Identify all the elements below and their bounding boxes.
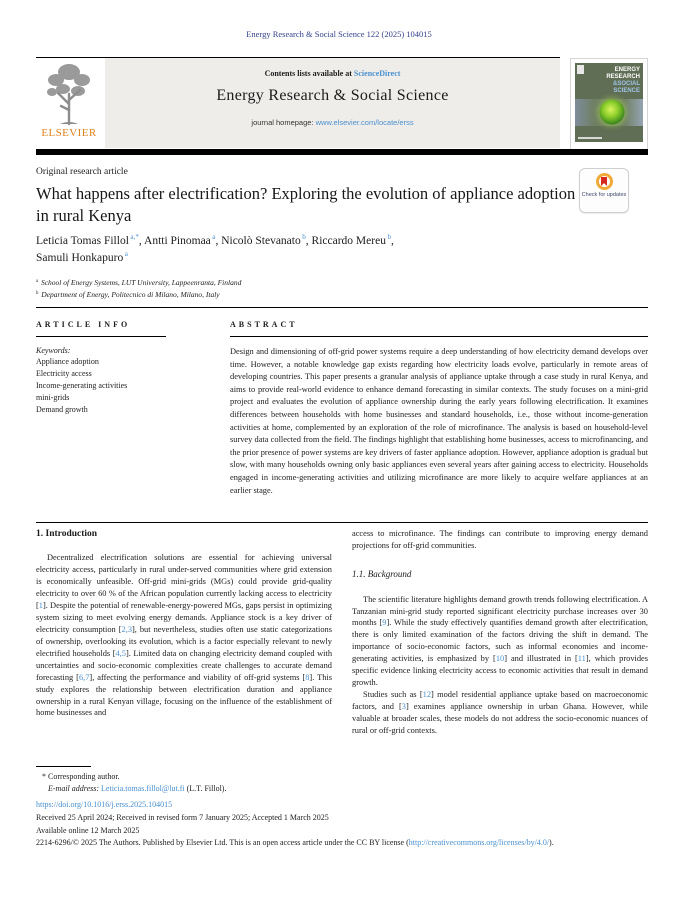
inline-link[interactable]: http://creativecommons.org/licenses/by/4.0/ [408,838,550,848]
affiliation-1: $^a$ School of Energy Systems, LUT University, Lappeenranta, Finland [36,278,242,287]
journal-citation: Energy Research & Social Science 122 (2025) 104015 [246,29,432,39]
check-updates-label: Check for updates [581,192,627,198]
elsevier-tree-icon [36,60,102,126]
elsevier-logo [36,60,102,148]
background-paragraph-2: Studies such as [12] model residential appliance uptake based on macroeconomic factors, and [3] examines appliance ownership in urban Ghana. However, while valuable at broader scales, these models do not address the socio-economic nuances of rural or off-grid contexts. [352,689,648,735]
info-section-top-rule [36,307,648,308]
footer-block [36,799,648,850]
email-line: E-mail address: Leticia.tomas.fillol@lut.fi (L.T. Fillol). [48,784,227,794]
keyword-item: mini-grids [36,393,70,402]
cover-publisher-mark [577,65,584,74]
inline-link[interactable]: 1 [38,601,43,611]
inline-link[interactable]: 11 [577,654,586,664]
keyword-item: Demand growth [36,405,88,414]
inline-link[interactable]: a,* [130,233,139,242]
inline-link[interactable]: 4,5 [115,648,126,658]
introduction-continuation: access to microfinance. The findings can contribute to improving energy demand projections for off-grid communities. [352,529,648,550]
affiliations-block [36,277,596,302]
inline-link[interactable]: b [387,233,392,242]
abstract-heading: ABSTRACT [230,320,298,329]
article-info-rule [36,336,166,337]
contents-line [105,69,560,78]
inline-link[interactable]: 12 [422,689,432,699]
paper-title: What happens after electrification? Exploring the evolution of appliance adoption in rural Kenya [36,184,576,225]
footnote-block [36,766,346,796]
cover-footline [578,137,602,139]
background-heading: 1.1. Background [352,568,412,579]
abstract-column [230,320,648,497]
keyword-item: Electricity access [36,369,92,378]
inline-link[interactable]: Leticia.tomas.fillol@lut.fi [101,784,185,794]
keyword-item: Appliance adoption [36,357,99,366]
cover-title-line2: RESEARCH [606,74,640,81]
doi-link[interactable]: https://doi.org/10.1016/j.erss.2025.104015 [36,800,173,809]
header-bottom-bar [36,149,648,155]
homepage-prefix: journal homepage: [251,118,316,127]
bookmark-icon [601,177,607,186]
introduction-paragraph: Decentralized electrification solutions are essential for achieving universal electricity access, particularly in rural under-served communities where grid extension is economically unfeasible. Off-grid mini-grids (MGs) could provide grid-quality electricity to over 60 % of the African population currently lacking access to electricity [1]. Despite the potential of renewable-energy-powered MGs, gaps persist in optimizing system sizing to meet evolving energy demands. Appliance stock is a key driver of electricity consumption [2,3], but nevertheless, studies often use static categorizations of ownership, overlooking its evolution, which is a factor especially relevant to newly electrified households [4,5]. Limited data on changing electricity demand coupled with uncertainties and socio-economic complexities create challenges to accurate demand forecasting [6,7], affecting the performance and viability of off-grid systems [8]. This study explores the relationship between electrification duration and appliance ownership in a rural Kenyan village, focusing on the influence of the establishment of home businesses and [36,553,333,718]
journal-cover-art [575,63,643,142]
elsevier-logo-text: ELSEVIER [41,127,97,139]
inline-link[interactable]: 8 [305,672,310,682]
keywords-label: Keywords: [36,346,71,355]
check-for-updates-badge[interactable] [579,168,629,213]
inline-link[interactable]: 9 [382,618,387,628]
inline-link[interactable]: 3 [401,701,406,711]
cover-title-line4: SCIENCE [613,88,640,95]
journal-header-box [105,58,560,148]
issn-copyright-line: 2214-6296/© 2025 The Authors. Published by Elsevier Ltd. This is an open access article under the CC BY license (http://creativecommons.org/licenses/by/4.0/). [36,838,554,848]
authors-line-1: Leticia Tomas Fillol $^{a,*}$, Antti Pinomaa $^a$, Nicolò Stevanato $^b$, Riccardo Mereu $^b$, [36,233,394,247]
journal-homepage-link[interactable]: www.elsevier.com/locate/erss [315,118,414,127]
journal-title: Energy Research & Social Science [216,87,449,104]
received-dates: Received 25 April 2024; Received in revised form 7 January 2025; Accepted 1 March 2025 [36,812,329,822]
inline-link[interactable]: b [302,233,306,242]
inline-link[interactable]: a [124,250,128,259]
abstract-text: Design and dimensioning of off-grid power systems require a deep understanding of how electricity demand develops over time. However, a notable knowledge gap exists regarding how electricity loads evolve, particularly in remote areas of developing countries. This paper presents a granular analysis of appliance uptake through a case study in rural Kenya, and aims to provide real-world evidence to enhance demand forecasting in similar contexts. The study focuses on a mini-grid project and evaluates the evolution of appliance ownership during the early years following electrification. It examines differences between households with home businesses and standard households, i.e., those without income-generation activities at home, complemented by an exploration of the role of microfinance. The analysis is based on household-level survey data collected from the field. The findings highlight that establishing home businesses, access to microfinancing, and the prior presence of power systems are key drivers of faster appliance adoption. However, appliance adoption is gradual but slow, with many households owning only basic appliances even several years after gaining access to electricity. Households engaged in income-generating activities and utilizing microfinance are more likely to acquire welfare appliances at an earlier stage. [230,347,648,495]
abstract-rule [230,336,648,337]
info-section-bottom-rule [36,522,648,523]
available-online: Available online 12 March 2025 [36,825,140,835]
article-info-column [36,320,201,416]
inline-link[interactable]: a [212,233,216,242]
article-type-label: Original research article [36,167,128,177]
inline-link[interactable]: 6,7 [78,672,90,682]
contents-prefix: Contents lists available at [264,69,354,78]
keyword-item: Income-generating activities [36,381,128,390]
cover-title-line1: ENERGY [614,67,640,73]
body-column-left [36,528,332,719]
authors-block [36,233,596,268]
cover-band [575,99,643,127]
footnote-rule [36,766,91,767]
body-column-right [352,528,648,737]
background-paragraph-1: The scientific literature highlights demand growth trends following electrification. A Tanzanian mini-grid study reported significant electricity purchase increases over 30 months [9]. While the study effectively quantifies demand growth after electrification, there is only limited examination of the factors driving the shift in demand. The importance of socio-economic factors, such as informal economies and income-generating activities, is emphasized by [10] and illustrated in [11], which provides specific evidence linking electricity access to economic activities that result in demand growth. [352,594,649,688]
sciencedirect-link[interactable]: ScienceDirect [353,69,401,78]
inline-link[interactable]: 10 [495,654,505,664]
cover-title-line3: &SOCIAL [613,81,640,88]
article-info-heading: ARTICLE INFO [36,320,131,329]
cover-title [606,67,640,95]
corresponding-author-note: * Corresponding author. [42,772,120,781]
affiliation-2: $^b$ Department of Energy, Politecnico di Milano, Milano, Italy [36,290,220,300]
cover-orb-graphic [600,100,625,125]
journal-cover-thumbnail [570,58,648,152]
introduction-heading: 1. Introduction [36,529,98,539]
homepage-line [105,118,560,127]
check-updates-icon [596,173,613,190]
inline-link[interactable]: 2,3 [121,625,132,635]
authors-line-2: Samuli Honkapuro $^a$ [36,250,128,265]
